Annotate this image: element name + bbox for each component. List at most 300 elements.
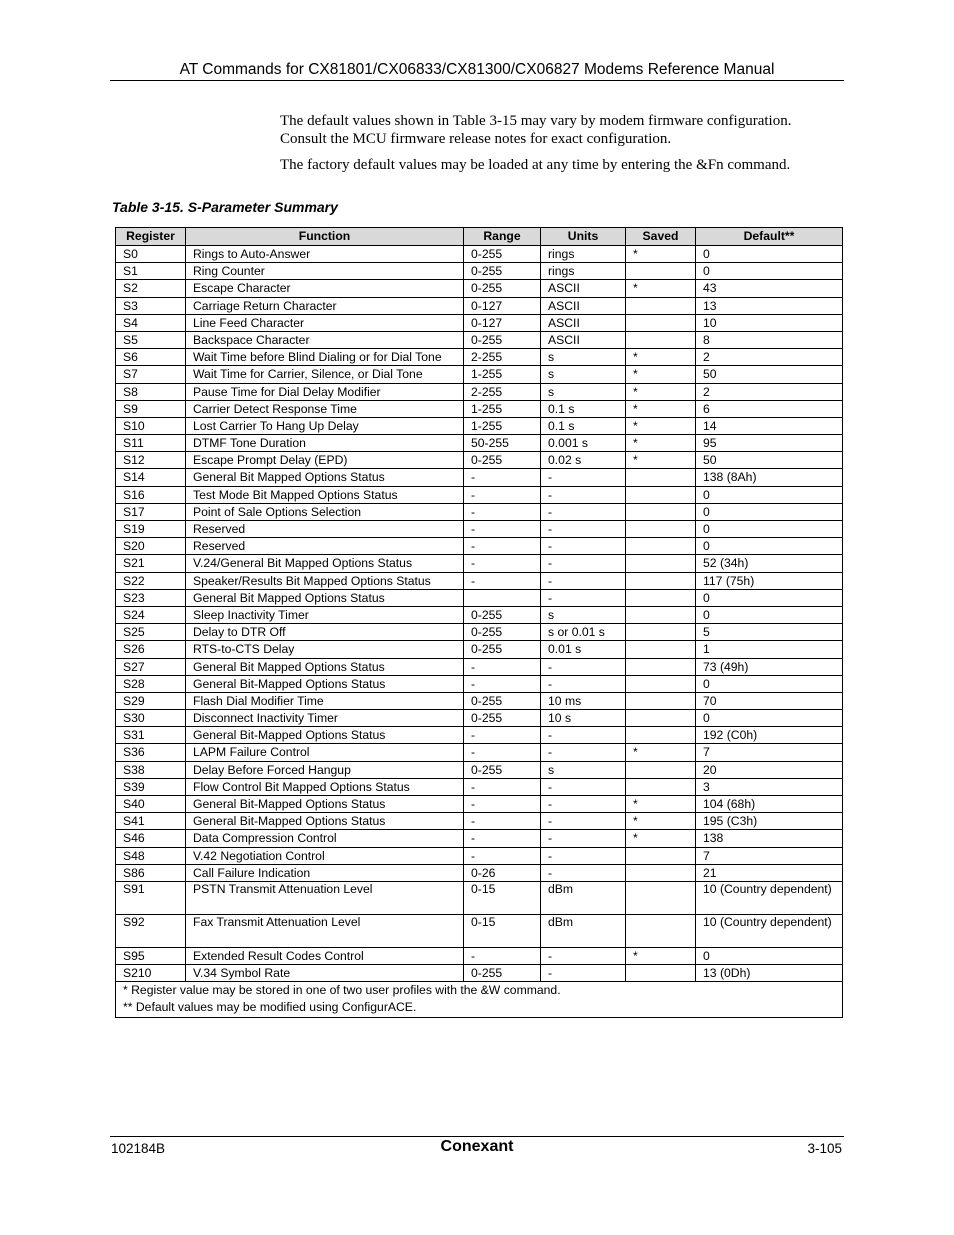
cell-register: S11 [116,435,186,452]
cell-default: 0 [696,246,843,263]
cell-function: Flash Dial Modifier Time [186,692,464,709]
cell-default: 0 [696,606,843,623]
cell-function: V.34 Symbol Rate [186,965,464,982]
table-row [116,538,843,555]
cell-function: V.24/General Bit Mapped Options Status [186,555,464,572]
table-row [116,606,843,623]
cell-saved [626,606,696,623]
cell-range: - [464,486,541,503]
cell-function: General Bit Mapped Options Status [186,469,464,486]
cell-range: 0-15 [464,914,541,947]
cell-default: 14 [696,417,843,434]
cell-function: Escape Prompt Delay (EPD) [186,452,464,469]
cell-units: - [541,965,626,982]
cell-saved: * [626,813,696,830]
table-row [116,965,843,982]
table-row [116,658,843,675]
cell-function: Reserved [186,521,464,538]
table-row [116,914,843,947]
table-row [116,486,843,503]
table-row [116,881,843,914]
cell-function: Wait Time for Carrier, Silence, or Dial Tone [186,366,464,383]
cell-function: Lost Carrier To Hang Up Delay [186,417,464,434]
cell-default: 13 [696,297,843,314]
cell-range: - [464,727,541,744]
cell-default: 2 [696,383,843,400]
cell-saved: * [626,744,696,761]
cell-units: s [541,606,626,623]
table-row [116,246,843,263]
cell-default: 7 [696,847,843,864]
cell-range: - [464,469,541,486]
cell-register: S5 [116,331,186,348]
cell-default: 3 [696,778,843,795]
cell-register: S20 [116,538,186,555]
cell-units: ASCII [541,314,626,331]
cell-range: - [464,538,541,555]
cell-units: s [541,349,626,366]
cell-saved [626,572,696,589]
table-row [116,452,843,469]
cell-default: 0 [696,503,843,520]
cell-register: S7 [116,366,186,383]
cell-default: 73 (49h) [696,658,843,675]
cell-saved [626,331,696,348]
cell-register: S0 [116,246,186,263]
cell-saved [626,297,696,314]
cell-default: 0 [696,538,843,555]
cell-default: 10 (Country dependent) [696,881,843,914]
cell-function: Fax Transmit Attenuation Level [186,914,464,947]
cell-function: Speaker/Results Bit Mapped Options Status [186,572,464,589]
col-header-saved: Saved [626,228,696,246]
cell-units: - [541,572,626,589]
table-row [116,263,843,280]
cell-units: s or 0.01 s [541,624,626,641]
cell-register: S23 [116,589,186,606]
col-header-default: Default** [696,228,843,246]
cell-register: S12 [116,452,186,469]
cell-function: Line Feed Character [186,314,464,331]
cell-units: - [541,658,626,675]
cell-units: - [541,538,626,555]
cell-saved [626,521,696,538]
cell-saved: * [626,796,696,813]
cell-saved [626,555,696,572]
note-saved: * Register value may be stored in one of two user profiles with the &W command. [123,983,561,998]
cell-register: S9 [116,400,186,417]
cell-register: S29 [116,692,186,709]
cell-register: S6 [116,349,186,366]
table-row [116,469,843,486]
col-header-register: Register [116,228,186,246]
cell-saved: * [626,400,696,417]
table-row [116,555,843,572]
cell-range: 2-255 [464,383,541,400]
cell-default: 10 [696,314,843,331]
cell-units: - [541,555,626,572]
cell-function: Extended Result Codes Control [186,947,464,964]
cell-range: - [464,947,541,964]
cell-register: S16 [116,486,186,503]
cell-function: General Bit Mapped Options Status [186,658,464,675]
table-row [116,796,843,813]
cell-saved: * [626,246,696,263]
cell-function: Delay Before Forced Hangup [186,761,464,778]
cell-units: - [541,947,626,964]
cell-units: rings [541,263,626,280]
cell-saved: * [626,452,696,469]
cell-register: S17 [116,503,186,520]
table-row [116,830,843,847]
cell-function: Carriage Return Character [186,297,464,314]
cell-range: 0-255 [464,263,541,280]
cell-function: Carrier Detect Response Time [186,400,464,417]
cell-saved: * [626,830,696,847]
page-header: AT Commands for CX81801/CX06833/CX81300/CX06827 Modems Reference Manual [110,60,844,81]
cell-function: General Bit-Mapped Options Status [186,675,464,692]
cell-saved [626,538,696,555]
cell-range: 0-255 [464,331,541,348]
table-row [116,761,843,778]
cell-default: 0 [696,521,843,538]
cell-units: dBm [541,881,626,914]
cell-range: - [464,744,541,761]
cell-units: 0.1 s [541,400,626,417]
cell-range: 1-255 [464,417,541,434]
cell-default: 7 [696,744,843,761]
cell-saved: * [626,435,696,452]
cell-register: S210 [116,965,186,982]
cell-function: Ring Counter [186,263,464,280]
cell-range: - [464,813,541,830]
cell-function: Flow Control Bit Mapped Options Status [186,778,464,795]
table-row [116,624,843,641]
cell-function: Backspace Character [186,331,464,348]
cell-register: S10 [116,417,186,434]
cell-units: 10 s [541,710,626,727]
cell-default: 0 [696,589,843,606]
cell-saved [626,658,696,675]
col-header-function: Function [186,228,464,246]
cell-register: S25 [116,624,186,641]
cell-default: 138 [696,830,843,847]
cell-function: Escape Character [186,280,464,297]
note-default: ** Default values may be modified using ConfigurACE. [123,1000,417,1015]
cell-units: - [541,813,626,830]
table-row [116,400,843,417]
table-notes [116,982,843,1018]
cell-default: 50 [696,366,843,383]
col-header-units: Units [541,228,626,246]
cell-saved: * [626,383,696,400]
cell-register: S4 [116,314,186,331]
cell-register: S36 [116,744,186,761]
cell-register: S91 [116,881,186,914]
cell-default: 10 (Country dependent) [696,914,843,947]
cell-function: Data Compression Control [186,830,464,847]
cell-register: S95 [116,947,186,964]
cell-units: ASCII [541,297,626,314]
cell-range: - [464,572,541,589]
cell-saved [626,847,696,864]
cell-units: - [541,847,626,864]
cell-units: - [541,864,626,881]
cell-range: - [464,658,541,675]
table-row [116,417,843,434]
cell-range: 0-255 [464,624,541,641]
cell-units: ASCII [541,280,626,297]
cell-units: - [541,796,626,813]
table-row [116,710,843,727]
cell-default: 138 (8Ah) [696,469,843,486]
cell-units: - [541,744,626,761]
intro-paragraph-2: The factory default values may be loaded at any time by entering the &Fn command. [280,157,791,173]
cell-saved: * [626,417,696,434]
cell-default: 95 [696,435,843,452]
cell-units: s [541,761,626,778]
table-row [116,314,843,331]
cell-register: S27 [116,658,186,675]
cell-default: 0 [696,710,843,727]
cell-function: Disconnect Inactivity Timer [186,710,464,727]
cell-register: S8 [116,383,186,400]
cell-function: LAPM Failure Control [186,744,464,761]
cell-saved [626,710,696,727]
table-row [116,383,843,400]
cell-default: 0 [696,263,843,280]
table-row [116,641,843,658]
table-row [116,503,843,520]
cell-function: RTS-to-CTS Delay [186,641,464,658]
cell-default: 21 [696,864,843,881]
cell-default: 0 [696,675,843,692]
cell-register: S3 [116,297,186,314]
cell-register: S26 [116,641,186,658]
cell-saved [626,692,696,709]
cell-function: Pause Time for Dial Delay Modifier [186,383,464,400]
table-row [116,778,843,795]
cell-default: 1 [696,641,843,658]
cell-saved [626,589,696,606]
cell-default: 2 [696,349,843,366]
cell-saved [626,864,696,881]
cell-range [464,589,541,606]
cell-range: 0-255 [464,606,541,623]
cell-register: S31 [116,727,186,744]
table-row [116,297,843,314]
cell-saved [626,469,696,486]
cell-range: - [464,830,541,847]
cell-units: rings [541,246,626,263]
cell-units: 0.001 s [541,435,626,452]
cell-default: 70 [696,692,843,709]
cell-range: 0-26 [464,864,541,881]
cell-register: S39 [116,778,186,795]
cell-register: S30 [116,710,186,727]
table-body [116,246,843,982]
intro-text [280,112,840,182]
cell-register: S86 [116,864,186,881]
cell-range: 0-255 [464,452,541,469]
cell-saved [626,914,696,947]
cell-range: 0-255 [464,710,541,727]
cell-register: S1 [116,263,186,280]
cell-function: Wait Time before Blind Dialing or for Dial Tone [186,349,464,366]
cell-function: General Bit-Mapped Options Status [186,796,464,813]
cell-units: s [541,366,626,383]
footer-company: Conexant [440,1138,514,1155]
cell-units: - [541,675,626,692]
cell-register: S41 [116,813,186,830]
cell-register: S46 [116,830,186,847]
cell-units: - [541,589,626,606]
cell-register: S92 [116,914,186,947]
table-row [116,692,843,709]
cell-saved [626,486,696,503]
cell-default: 52 (34h) [696,555,843,572]
cell-saved [626,727,696,744]
cell-function: Delay to DTR Off [186,624,464,641]
table-row [116,280,843,297]
cell-saved: * [626,349,696,366]
cell-range: 0-255 [464,246,541,263]
cell-units: ASCII [541,331,626,348]
footer-page-number: 3-105 [807,1141,842,1156]
cell-units: dBm [541,914,626,947]
cell-range: - [464,503,541,520]
cell-saved [626,314,696,331]
intro-paragraph-1: The default values shown in Table 3-15 may vary by modem firmware configuration. Consult the MCU firmware release notes for exact configuration. [280,113,792,147]
cell-range: 50-255 [464,435,541,452]
col-header-range: Range [464,228,541,246]
cell-saved [626,641,696,658]
cell-saved [626,624,696,641]
cell-units: 10 ms [541,692,626,709]
cell-default: 5 [696,624,843,641]
table-header-row [116,228,843,246]
cell-register: S21 [116,555,186,572]
table-row [116,847,843,864]
cell-saved [626,761,696,778]
cell-function: Rings to Auto-Answer [186,246,464,263]
table-row [116,435,843,452]
cell-range: 0-15 [464,881,541,914]
cell-default: 195 (C3h) [696,813,843,830]
cell-register: S28 [116,675,186,692]
cell-register: S40 [116,796,186,813]
cell-saved [626,263,696,280]
table-row [116,349,843,366]
cell-function: PSTN Transmit Attenuation Level [186,881,464,914]
cell-range: 1-255 [464,400,541,417]
cell-register: S22 [116,572,186,589]
cell-range: - [464,847,541,864]
cell-default: 0 [696,486,843,503]
cell-range: 0-255 [464,965,541,982]
table-row [116,947,843,964]
cell-saved [626,503,696,520]
cell-function: Sleep Inactivity Timer [186,606,464,623]
table-notes-row [116,982,843,1018]
cell-units: - [541,830,626,847]
cell-units: 0.02 s [541,452,626,469]
cell-range: 0-255 [464,641,541,658]
cell-range: 2-255 [464,349,541,366]
table-row [116,813,843,830]
table-row [116,864,843,881]
cell-saved: * [626,366,696,383]
table-row [116,331,843,348]
cell-register: S48 [116,847,186,864]
cell-function: Test Mode Bit Mapped Options Status [186,486,464,503]
cell-units: 0.01 s [541,641,626,658]
cell-range: - [464,675,541,692]
cell-range: 0-255 [464,280,541,297]
cell-range: 0-255 [464,761,541,778]
cell-range: 0-127 [464,297,541,314]
cell-saved [626,965,696,982]
cell-function: V.42 Negotiation Control [186,847,464,864]
table-row [116,572,843,589]
cell-function: Point of Sale Options Selection [186,503,464,520]
cell-range: 0-255 [464,692,541,709]
cell-register: S38 [116,761,186,778]
cell-register: S19 [116,521,186,538]
cell-range: - [464,555,541,572]
cell-function: DTMF Tone Duration [186,435,464,452]
cell-range: - [464,521,541,538]
table-row [116,744,843,761]
cell-function: General Bit-Mapped Options Status [186,727,464,744]
cell-default: 13 (0Dh) [696,965,843,982]
table-row [116,366,843,383]
cell-default: 6 [696,400,843,417]
table-row [116,589,843,606]
table-caption: Table 3-15. S-Parameter Summary [112,199,338,215]
cell-saved [626,778,696,795]
cell-default: 192 (C0h) [696,727,843,744]
table-row [116,521,843,538]
cell-register: S2 [116,280,186,297]
cell-saved: * [626,947,696,964]
cell-function: General Bit Mapped Options Status [186,589,464,606]
cell-saved [626,675,696,692]
cell-register: S14 [116,469,186,486]
cell-saved: * [626,280,696,297]
cell-default: 43 [696,280,843,297]
cell-range: - [464,796,541,813]
cell-function: General Bit-Mapped Options Status [186,813,464,830]
cell-function: Call Failure Indication [186,864,464,881]
cell-range: - [464,778,541,795]
footer-rule [110,1136,844,1137]
cell-default: 8 [696,331,843,348]
cell-register: S24 [116,606,186,623]
cell-function: Reserved [186,538,464,555]
cell-saved [626,881,696,914]
cell-units: - [541,503,626,520]
cell-units: s [541,383,626,400]
cell-units: - [541,521,626,538]
cell-default: 50 [696,452,843,469]
table-row [116,727,843,744]
footer-doc-number: 102184B [111,1141,166,1156]
cell-default: 0 [696,947,843,964]
cell-default: 20 [696,761,843,778]
cell-default: 117 (75h) [696,572,843,589]
cell-range: 1-255 [464,366,541,383]
